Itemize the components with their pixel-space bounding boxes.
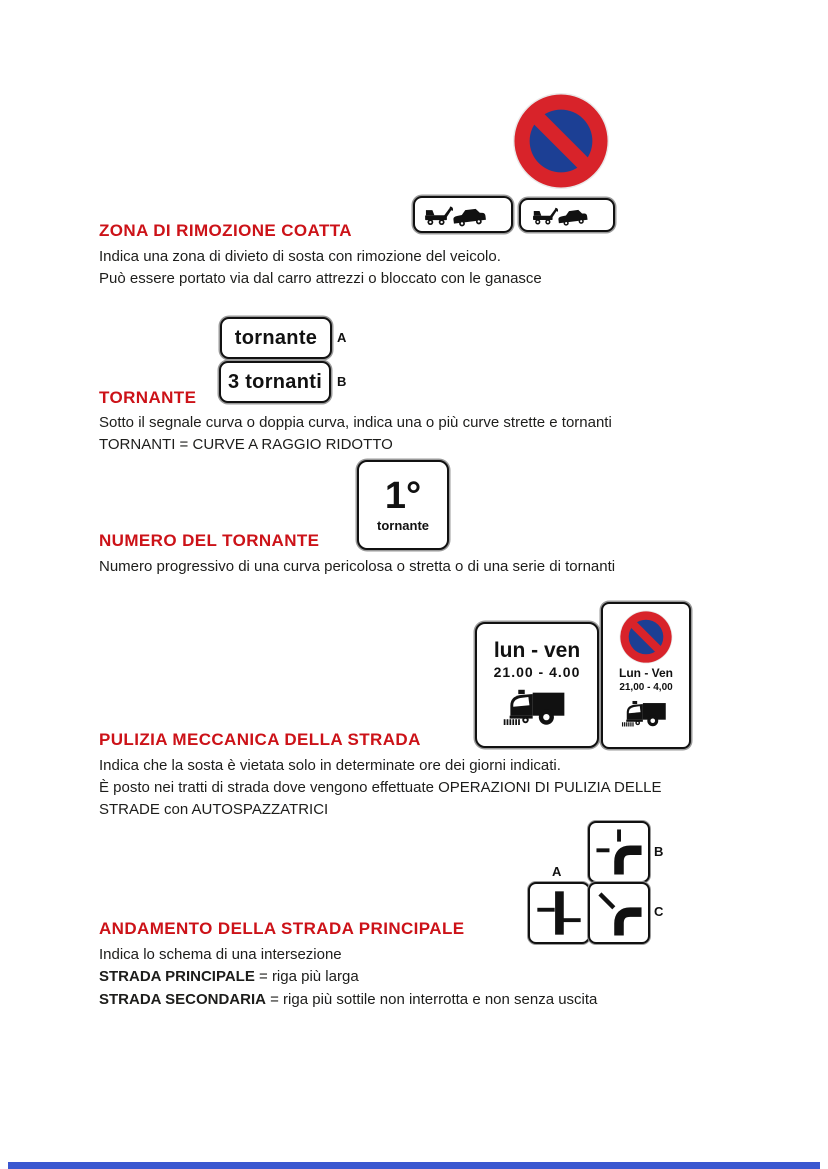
hairpin-number: 1° — [384, 475, 422, 517]
panel-a-letter: A — [337, 330, 347, 345]
body-line — [99, 966, 359, 987]
intersection-letter-a: A — [552, 864, 562, 879]
tow-truck-car-icon — [523, 202, 611, 228]
body-line: Indica che la sosta è vietata solo in determinate ore dei giorni indicati. — [99, 757, 561, 774]
panel-a-text: tornante — [234, 326, 318, 349]
section-heading-pulizia: PULIZIA MECCANICA DELLA STRADA — [99, 730, 421, 749]
intersection-letter-b: B — [654, 844, 664, 859]
body-line: Indica una zona di divieto di sosta con rimozione del veicolo. — [99, 248, 501, 265]
tow-away-panel-right — [519, 198, 615, 232]
intersection-diagram-b-icon — [593, 826, 645, 878]
no-parking-icon — [619, 610, 673, 664]
section-heading-rimozione: ZONA DI RIMOZIONE COATTA — [99, 221, 352, 240]
cleaning-hours-text: 21.00 - 4.00 — [493, 664, 581, 680]
street-cleaning-sign-large — [475, 622, 599, 748]
intersection-diagram-c-icon — [593, 887, 645, 939]
body-line: STRADE con AUTOSPAZZATRICI — [99, 801, 329, 818]
intersection-diagram-a-icon — [533, 887, 585, 939]
cleaning-days-text: Lun - Ven — [619, 666, 673, 680]
body-line: Sotto il segnale curva o doppia curva, indica una o più curve strette e tornanti — [99, 414, 612, 431]
body-line: Numero progressivo di una curva pericolosa o stretta o di una serie di tornanti — [99, 558, 616, 575]
footer-bar — [8, 1162, 820, 1169]
street-sweeper-icon — [620, 698, 672, 731]
body-line-bold: STRADA PRINCIPALE — [99, 968, 255, 985]
intersection-sign-a — [528, 882, 590, 944]
intersection-sign-b — [588, 821, 650, 883]
cleaning-days-text: lun - ven — [493, 639, 581, 662]
body-line: TORNANTI = CURVE A RAGGIO RIDOTTO — [99, 436, 393, 453]
tornante-panel-b — [219, 361, 331, 403]
body-line-bold: STRADA SECONDARIA — [99, 991, 266, 1008]
body-line-rest: = riga più larga — [254, 968, 359, 985]
tornante-panel-a — [220, 317, 332, 359]
no-parking-icon — [512, 92, 610, 190]
intersection-letter-c: C — [654, 904, 664, 919]
section-heading-tornante: TORNANTE — [99, 388, 197, 407]
intersection-sign-c — [588, 882, 650, 944]
hairpin-number-sign — [357, 460, 449, 550]
section-heading-andamento: ANDAMENTO DELLA STRADA PRINCIPALE — [99, 919, 465, 938]
body-line: È posto nei tratti di strada dove vengono effettuate OPERAZIONI DI PULIZIA DELLE — [99, 779, 662, 796]
body-line-rest: = riga più sottile non interrotta e non senza uscita — [265, 991, 598, 1008]
body-line: Indica lo schema di una intersezione — [99, 946, 342, 963]
street-cleaning-sign-small — [601, 602, 691, 749]
body-line: Può essere portato via dal carro attrezzi o bloccato con le ganasce — [99, 270, 542, 287]
tow-away-panel-left — [413, 196, 513, 233]
cleaning-hours-text: 21,00 - 4,00 — [619, 682, 673, 693]
section-heading-numero-tornante: NUMERO DEL TORNANTE — [99, 531, 320, 550]
street-sweeper-icon — [501, 686, 573, 731]
hairpin-word: tornante — [377, 518, 429, 533]
tow-truck-car-icon — [417, 200, 509, 229]
body-line — [99, 989, 597, 1010]
panel-b-text: 3 tornanti — [227, 370, 323, 393]
panel-b-letter: B — [337, 374, 347, 389]
